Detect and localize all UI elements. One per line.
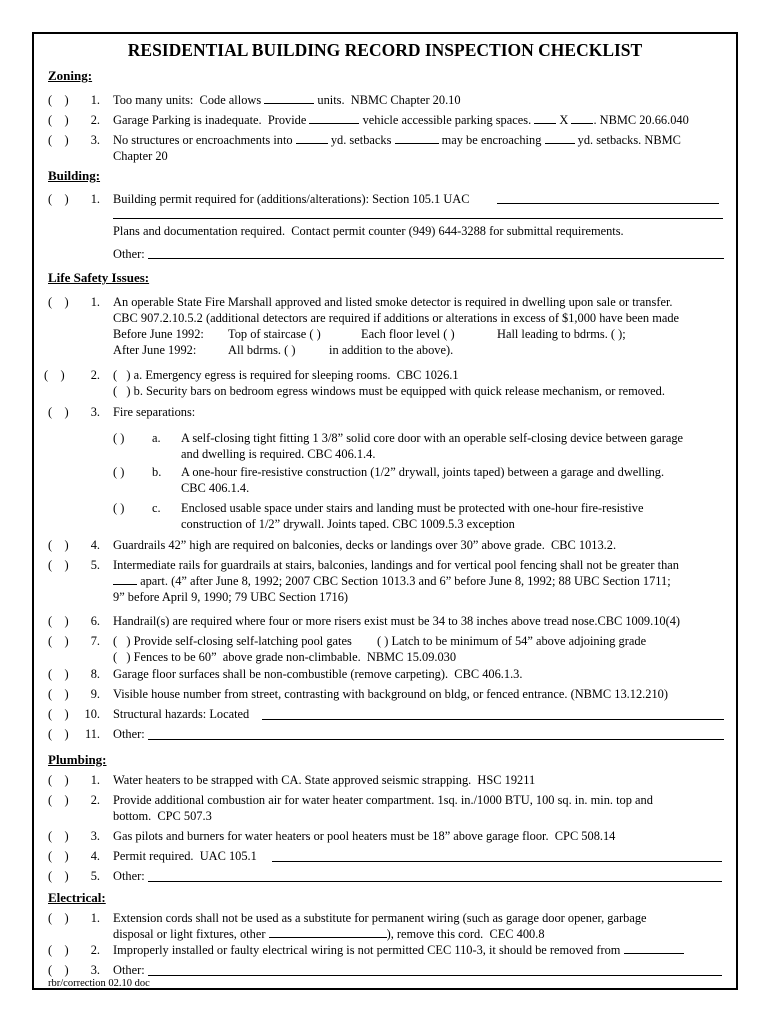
permit-blank-line[interactable] bbox=[113, 204, 723, 219]
structural-hazards-blank[interactable] bbox=[262, 706, 724, 720]
other-blank[interactable] bbox=[148, 962, 722, 976]
checkbox[interactable]: ( ) bbox=[48, 667, 69, 681]
checkbox[interactable]: ( ) bbox=[48, 192, 69, 206]
checkbox[interactable]: ( ) bbox=[48, 849, 69, 863]
permit-blank[interactable] bbox=[272, 848, 722, 862]
checkbox[interactable]: ( ) bbox=[48, 963, 69, 977]
checkbox[interactable]: ( ) bbox=[48, 829, 69, 843]
checkbox[interactable]: ( ) bbox=[48, 93, 69, 107]
fill-blank[interactable] bbox=[296, 132, 328, 144]
checkbox[interactable]: ( ) bbox=[48, 727, 69, 741]
fill-blank[interactable] bbox=[534, 112, 556, 124]
checkbox-each-floor[interactable]: Each floor level ( ) bbox=[361, 327, 455, 341]
checkbox[interactable]: ( ) bbox=[48, 405, 69, 419]
other-blank[interactable] bbox=[148, 726, 724, 740]
checkbox[interactable]: ( ) bbox=[48, 133, 69, 147]
page-title: RESIDENTIAL BUILDING RECORD INSPECTION CHECKLIST bbox=[127, 40, 643, 60]
checkbox-hall-bdrms[interactable]: Hall leading to bdrms. ( ); bbox=[497, 327, 626, 341]
section-electrical: Electrical: bbox=[48, 890, 106, 905]
footer-doc-id: rbr/correction 02.10 doc bbox=[48, 978, 150, 989]
checkbox[interactable]: ( ) bbox=[48, 558, 69, 572]
permit-blank[interactable] bbox=[497, 191, 719, 204]
fill-blank[interactable] bbox=[395, 132, 439, 144]
checkbox[interactable]: ( ) bbox=[113, 465, 125, 479]
fill-blank[interactable] bbox=[113, 573, 137, 585]
fill-blank[interactable] bbox=[309, 112, 359, 124]
checkbox[interactable]: ( ) bbox=[48, 943, 69, 957]
checkbox[interactable]: ( ) bbox=[48, 538, 69, 552]
fill-blank[interactable] bbox=[264, 92, 314, 104]
checkbox[interactable]: ( ) bbox=[48, 295, 69, 309]
checkbox[interactable]: ( ) bbox=[48, 614, 69, 628]
checkbox-top-of-staircase[interactable]: Top of staircase ( ) bbox=[228, 327, 321, 341]
section-life-safety: Life Safety Issues: bbox=[48, 270, 150, 285]
checkbox[interactable]: ( ) bbox=[48, 911, 69, 925]
section-zoning: Zoning: bbox=[48, 68, 93, 83]
checkbox[interactable]: ( ) bbox=[48, 869, 69, 883]
checkbox[interactable]: ( ) bbox=[44, 368, 65, 382]
checkbox[interactable]: ( ) bbox=[48, 707, 69, 721]
fill-blank[interactable] bbox=[571, 112, 593, 124]
section-building: Building: bbox=[48, 168, 101, 183]
checkbox[interactable]: ( ) bbox=[48, 634, 69, 648]
fill-blank[interactable] bbox=[545, 132, 575, 144]
checkbox-all-bdrms[interactable]: All bdrms. ( ) bbox=[228, 343, 296, 357]
checkbox[interactable]: ( ) bbox=[48, 687, 69, 701]
checkbox[interactable]: ( ) bbox=[113, 501, 125, 515]
checkbox[interactable]: ( ) bbox=[48, 113, 69, 127]
section-plumbing: Plumbing: bbox=[48, 752, 107, 767]
checkbox[interactable]: ( ) bbox=[113, 431, 125, 445]
fill-blank[interactable] bbox=[624, 942, 684, 954]
checkbox[interactable]: ( ) bbox=[48, 773, 69, 787]
fill-blank[interactable] bbox=[269, 926, 387, 938]
checkbox[interactable]: ( ) bbox=[48, 793, 69, 807]
other-blank[interactable] bbox=[148, 246, 724, 259]
other-blank[interactable] bbox=[148, 868, 722, 882]
